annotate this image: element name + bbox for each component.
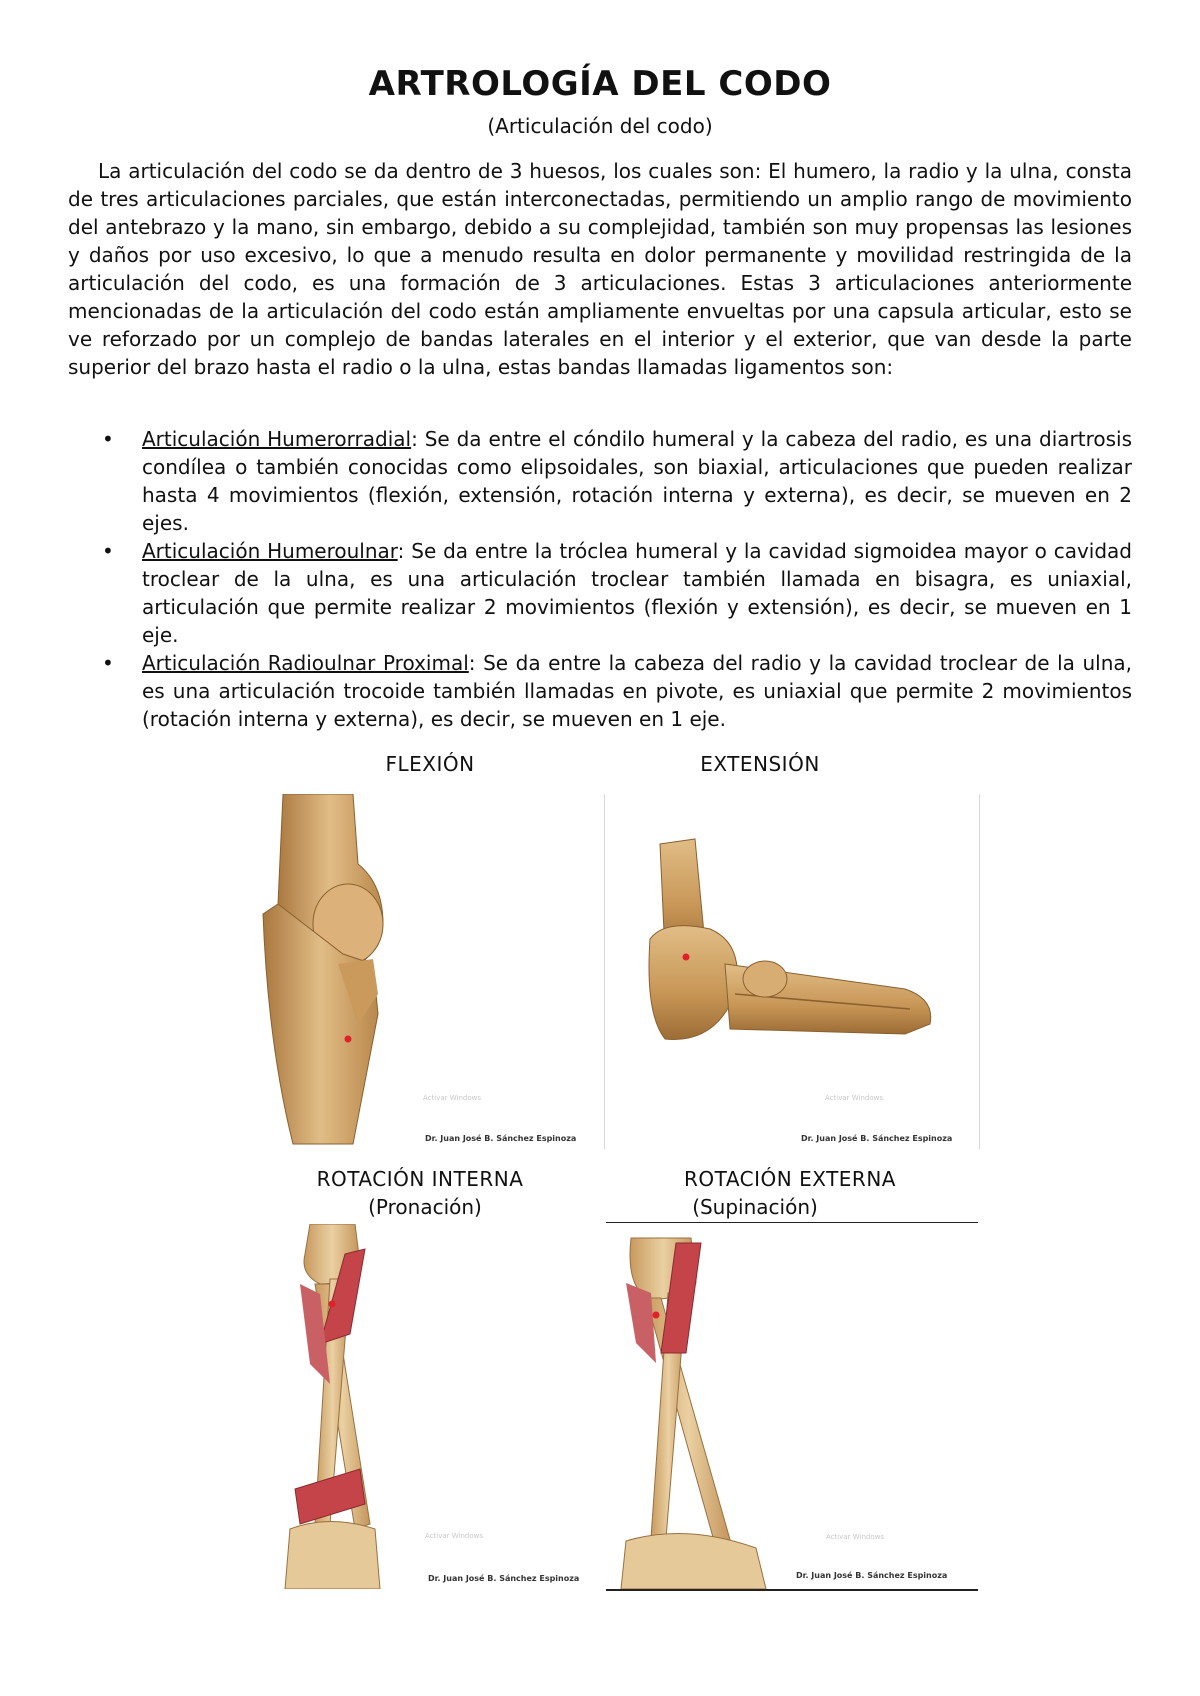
- bullet-icon: •: [102, 427, 114, 451]
- figure-credit: Dr. Juan José B. Sánchez Espinoza: [428, 1574, 580, 1583]
- list-item: [68, 425, 1132, 537]
- supination-subcaption: (Supinación): [692, 1195, 818, 1219]
- document-title: ARTROLOGÍA DEL CODO: [368, 64, 832, 104]
- extension-caption: EXTENSIÓN: [700, 752, 820, 776]
- watermark-text: Activar Windows: [825, 1094, 883, 1102]
- pronation-subcaption: (Pronación): [368, 1195, 482, 1219]
- joint-list: [68, 425, 1132, 733]
- extension-illustration: [605, 794, 979, 1149]
- document-subtitle: (Articulación del codo): [487, 114, 713, 138]
- list-item-text: : Se da entre la cabeza del radio y la cavidad troclear de la ulna, es una articulación trocoide también llamadas en pivote, es uniaxial que permite 2 movimientos (rotación interna y externa), es decir, se mueven en 1 eje.: [142, 651, 1132, 731]
- list-item-term: Articulación Humerorradial: [142, 427, 412, 451]
- flexion-caption: FLEXIÓN: [385, 752, 475, 776]
- list-item: [68, 649, 1132, 733]
- supination-figure: [606, 1222, 978, 1591]
- list-item-text: : Se da entre la tróclea humeral y la cavidad sigmoidea mayor o cavidad troclear de la ulna, es una articulación troclear también llamada en bisagra, es uniaxial, articulación que permite realizar 2 movimientos (flexión y extensión), es decir, se mueven en 1 eje.: [142, 539, 1132, 647]
- watermark-text: Activar Windows: [425, 1532, 483, 1540]
- pronation-caption: ROTACIÓN INTERNA: [316, 1167, 524, 1191]
- list-item-term: Articulación Radioulnar Proximal: [142, 651, 469, 675]
- intro-paragraph: La articulación del codo se da dentro de 3 huesos, los cuales son: El humero, la radio y la ulna, consta de tres articulaciones parciales, que están interconectadas, permitiendo un amplio rango de movimiento del antebrazo y la mano, sin embargo, debido a su complejidad, también son muy propensas las lesiones y daños por uso excesivo, lo que a menudo resulta en dolor permanente y movilidad restringida de la articulación del codo, es una formación de 3 articulaciones. Estas 3 articulaciones anteriormente mencionadas de la articulación del codo están ampliamente envueltas por una capsula articular, esto se ve reforzado por un complejo de bandas laterales en el interior y el exterior, que van desde la parte superior del brazo hasta el radio o la ulna, estas bandas llamadas ligamentos son:: [68, 159, 1132, 379]
- bullet-icon: •: [102, 651, 114, 675]
- figure-credit: Dr. Juan José B. Sánchez Espinoza: [425, 1134, 577, 1143]
- flexion-figure: [253, 794, 603, 1149]
- bullet-icon: •: [102, 539, 114, 563]
- watermark-text: Activar Windows: [826, 1533, 884, 1541]
- list-item-term: Articulación Humeroulnar: [142, 539, 398, 563]
- supination-illustration: [606, 1223, 978, 1589]
- figure-credit: Dr. Juan José B. Sánchez Espinoza: [801, 1134, 953, 1143]
- figure-credit: Dr. Juan José B. Sánchez Espinoza: [796, 1571, 948, 1580]
- watermark-text: Activar Windows: [423, 1094, 481, 1102]
- extension-figure: [604, 794, 980, 1149]
- pronation-figure: [260, 1224, 604, 1589]
- list-item: [68, 537, 1132, 649]
- list-item-text: : Se da entre el cóndilo humeral y la cabeza del radio, es una diartrosis condílea o también conocidas como elipsoidales, son biaxial, articulaciones que pueden realizar hasta 4 movimientos (flexión, extensión, rotación interna y externa), es decir, se mueven en 2 ejes.: [142, 427, 1133, 535]
- supination-caption: ROTACIÓN EXTERNA: [684, 1167, 896, 1191]
